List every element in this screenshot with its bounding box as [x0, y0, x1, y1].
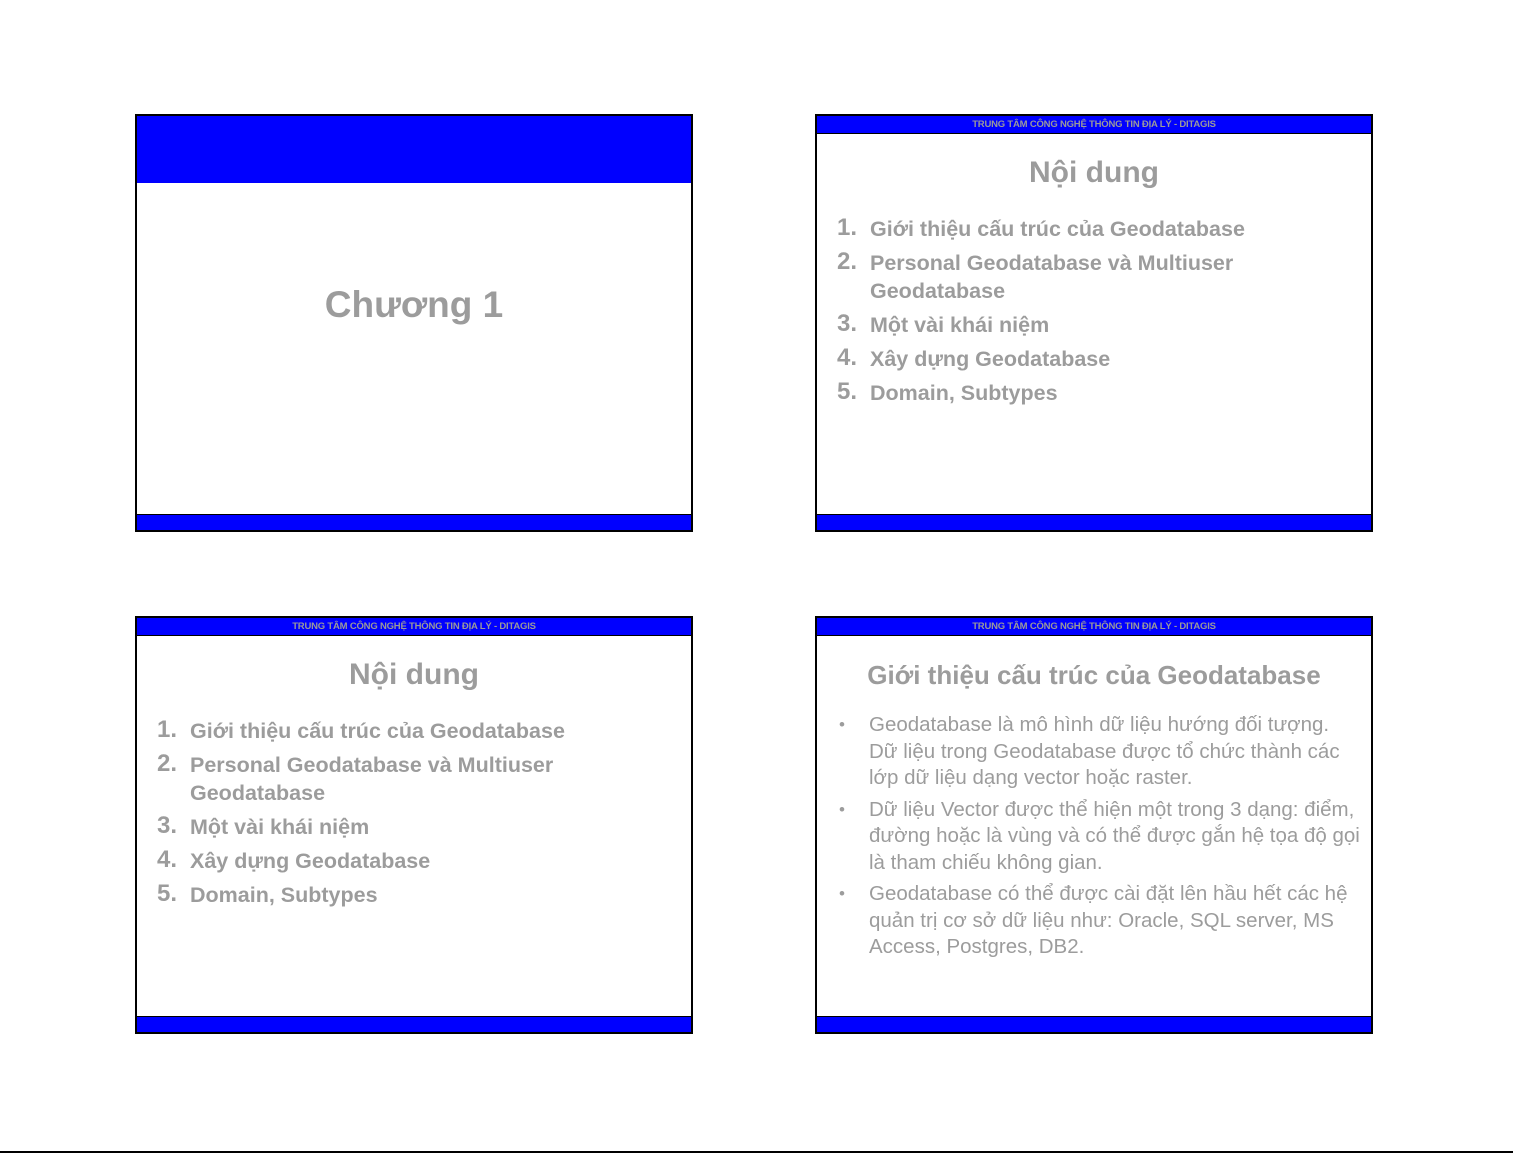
toc-item: [157, 847, 681, 875]
slide-footer-band: [817, 514, 1371, 530]
bullet-icon: •: [839, 884, 845, 903]
bullet-list: [839, 712, 1361, 966]
bullet-item: [839, 712, 1361, 792]
toc-item: [837, 379, 1361, 407]
toc-list: [157, 717, 681, 915]
toc-number: 4.: [837, 344, 858, 371]
slide-1: [135, 114, 693, 532]
toc-number: 5.: [157, 880, 178, 907]
toc-item: [157, 751, 681, 807]
toc-text: Domain, Subtypes: [190, 883, 378, 907]
toc-item: [837, 249, 1361, 305]
toc-text: Giới thiệu cấu trúc của Geodatabase: [870, 217, 1245, 241]
toc-number: 4.: [157, 846, 178, 873]
slide-header-text: TRUNG TÂM CÔNG NGHỆ THÔNG TIN ĐỊA LÝ - DITAGIS: [972, 119, 1216, 130]
toc-item: [157, 813, 681, 841]
toc-item: [837, 345, 1361, 373]
bullet-text: Geodatabase là mô hình dữ liệu hướng đối tượng. Dữ liệu trong Geodatabase được tổ chức thành các lớp dữ liệu dạng vector hoặc raster.: [869, 713, 1340, 789]
slide-title: Giới thiệu cấu trúc của Geodatabase: [867, 660, 1321, 690]
toc-item: [157, 717, 681, 745]
bullet-text: Dữ liệu Vector được thể hiện một trong 3 dạng: điểm, đường hoặc là vùng và có thể được gắn hệ tọa độ gọi là tham chiếu không gian.: [869, 797, 1360, 874]
toc-text: Một vài khái niệm: [190, 815, 370, 839]
chapter-title: Chương 1: [324, 284, 504, 325]
toc-text: Xây dựng Geodatabase: [190, 849, 431, 873]
bullet-icon: •: [839, 715, 845, 734]
bullet-item: [839, 797, 1361, 877]
toc-number: 2.: [157, 750, 178, 777]
slide-footer-band: [137, 1016, 691, 1032]
toc-text: Xây dựng Geodatabase: [870, 347, 1111, 371]
toc-item: [837, 215, 1361, 243]
slide-footer-band: [817, 1016, 1371, 1032]
toc-number: 3.: [837, 310, 858, 337]
slide-4: [815, 616, 1373, 1034]
toc-number: 1.: [157, 716, 178, 743]
toc-text: Personal Geodatabase và Multiuser Geodatabase: [190, 753, 554, 805]
toc-text: Domain, Subtypes: [870, 381, 1058, 405]
slide-title: Nội dung: [349, 658, 479, 691]
bullet-text: Geodatabase có thể được cài đặt lên hầu hết các hệ quản trị cơ sở dữ liệu như: Oracle, SQL server, MS Access, Postgres, DB2.: [869, 882, 1348, 958]
toc-list: [837, 215, 1361, 413]
toc-number: 2.: [837, 248, 858, 275]
slide-header-text: TRUNG TÂM CÔNG NGHỆ THÔNG TIN ĐỊA LÝ - DITAGIS: [972, 621, 1216, 632]
toc-number: 5.: [837, 378, 858, 405]
slide-title: Nội dung: [1029, 156, 1159, 189]
toc-item: [157, 881, 681, 909]
slide-3: [135, 616, 693, 1034]
slide-2: [815, 114, 1373, 532]
toc-number: 3.: [157, 812, 178, 839]
slide-header-band: [137, 116, 691, 183]
toc-text: Một vài khái niệm: [870, 313, 1050, 337]
toc-text: Personal Geodatabase và Multiuser Geodatabase: [870, 251, 1234, 303]
bullet-item: [839, 881, 1361, 961]
toc-text: Giới thiệu cấu trúc của Geodatabase: [190, 719, 565, 743]
slide-footer-band: [137, 514, 691, 530]
toc-number: 1.: [837, 214, 858, 241]
slide-header-text: TRUNG TÂM CÔNG NGHỆ THÔNG TIN ĐỊA LÝ - DITAGIS: [292, 621, 536, 632]
toc-item: [837, 311, 1361, 339]
bullet-icon: •: [839, 799, 845, 819]
